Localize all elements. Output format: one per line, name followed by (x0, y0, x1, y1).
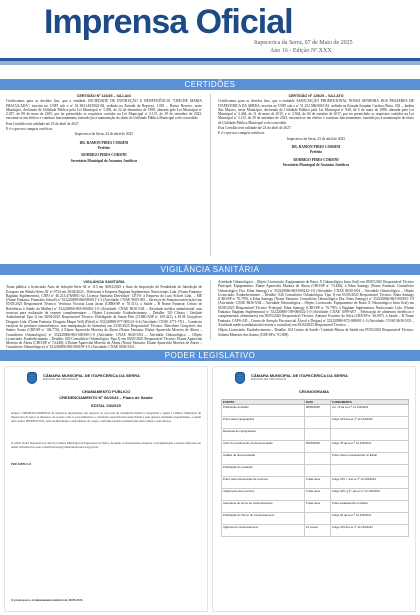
cronograma-col-data: DATA (304, 400, 330, 405)
table-row (222, 477, 409, 489)
table-row (222, 441, 409, 453)
cronograma-data-cell (304, 513, 330, 525)
masthead-title: Imprensa Oficial (44, 3, 293, 41)
certidao-124-sig2-role: Secretário Municipal de Assuntos Jurídicos (70, 158, 138, 163)
cronograma-evento-cell: Publicação do Termo de Credenciamento (222, 513, 305, 525)
cronograma-fundamento-cell: Prazo interno estabelecido no Edital (331, 453, 409, 465)
certidao-124-body: Certificamos para os devidos fins, que a entidade SOCIEDADE DE INSTRUÇÃO E BENEFICÊNCIA "CRECHE MARIA IMACULADA", inscrita no CNPJ sob o nº 61.384.149/0022-68, sediada na Estrada da Represa, 1.081 – Bairro Recreio, neste Município, declarada de Utilidade Pública pela Lei Municipal nº 1.058, de 22 de dezembro de 1998, alterada pela Lei Municipal nº 2.457, de 08 de maio de 2015, por ter preenchido os requisitos contidos na Lei Municipal nº 3.115, de 29 de setembro de 2023, encontra-se em efetivo e contínuo funcionamento fazendo jus à manutenção do título de Utilidade Pública Municipal a ela concedido. (6, 99, 202, 121)
certidao-124-validity: Esta Certidão terá validade até 23 de abril de 2027. (6, 121, 80, 126)
cronograma-data-cell (304, 453, 330, 465)
vigilancia-title: VIGILÂNCIA SANITÁRIA (83, 280, 125, 284)
document-subtitle: CREDENCIAMENTO Nº 06/2024 – Plano de Saúde (59, 395, 153, 400)
cronograma-data-cell: 09/05/2025 (304, 441, 330, 453)
cronograma-data-cell (304, 429, 330, 441)
cronograma-evento-cell: Publicação do Edital (222, 405, 305, 417)
certidao-125-sig1-role: Prefeito (309, 150, 323, 155)
masthead-subrule (0, 61, 420, 65)
cronograma-data-cell (304, 465, 330, 477)
vigilancia-right-column (218, 280, 414, 338)
vigilancia-right-tail: Objeto Licenciado: Estabelecimento – Detalhe: 104 Centro de Saúde / Unidade Básica de Saúde em 07/05/2025 Responsável Técnico: Sidneia Menezes dos Santos (CRF/SP nº 91.809). (218, 328, 414, 337)
cronograma-fundamento-cell (331, 429, 409, 441)
table-row (222, 465, 409, 477)
table-row (222, 489, 409, 501)
document-edital: EDITAL 03/2025 (91, 403, 121, 408)
certidao-125-place-date: Itapecerica da Serra, 23 de abril de 2025 (286, 136, 346, 141)
chamber-header: CÂMARA MUNICIPAL DE ITAPECERICA DA SERRA (43, 373, 140, 378)
cronograma-data-cell: 5 dias úteis (304, 501, 330, 513)
table-row (222, 417, 409, 429)
cronograma-evento-cell: Análise da documentação (222, 453, 305, 465)
certidao-125-body: Certificamos para os devidos fins, que a entidade ASSOCIAÇÃO PROMOCIONAL NOSSA SENHORA DOS PRAZERES DE ITAPECERICA DA SERRA, inscrita no CNPJ sob o nº 51.252.586/0001-82, sediada na Estrada Joaquim Cardoso Pinto, 502 – Jardim São Marcos, neste Município, declarada de Utilidade Pública pela Lei Municipal nº 940, de 5 de maio de 1980, alterada pela Lei Municipal nº 2.464, de 11 de maio de 2015, e nº 2.564, de 04 de outubro de 2017, por ter preenchido os requisitos contidos na Lei Municipal nº 3.115, de 29 de setembro de 2023, encontra-se em efetivo e contínuo funcionamento, fazendo jus à manutenção do título de Utilidade Pública Municipal a ela concedido. (218, 99, 414, 125)
certidao-125-closing: E é o que nos cumpria certificar. (218, 131, 265, 136)
document-title: CHAMAMENTO PÚBLICO (81, 389, 131, 394)
certidao-124-title: CERTIDÃO Nº 124/25 – SAJ-AIO (76, 94, 132, 98)
certidao-125-title: CERTIDÃO Nº 125/25 – SAJ-ATO (288, 94, 344, 98)
column-divider (210, 94, 211, 256)
cronograma-data-cell (304, 417, 330, 429)
cronograma-evento-cell: Início do recebimento da documentação (222, 441, 305, 453)
certidao-125-validity: Esta Certidão terá validade até 24 de abril de 2027. (218, 126, 292, 131)
certidao-124-place-date: Itapecerica da Serra, 24 de abril de 2025 (74, 132, 134, 137)
certidao-124-sig2-name: RODRIGO PIRES CORSINI (81, 153, 127, 158)
certidao-125 (218, 94, 414, 168)
chamber-header: CÂMARA MUNICIPAL DE ITAPECERICA DA SERRA (251, 373, 348, 378)
section-legislativo: PODER LEGISLATIVO (0, 350, 420, 361)
vigilancia-left-body: Torna pública o licenciado Auto de Infração-Série AI nº 113 em 30/04/2025 e Auto de Imposição de Penalidade de Interdição de Estoques em Rótulo-Série AT nº 0734 em 30/04/2025 – Referente à Empresa Bagham Suplementos Nutricionais Ltda. (Nome Fantasia: Bagham Suplementos), CNPJ nº 46.213.476/0001-62; Licença Sanitária Deferida/nº CEVS: à Empresa do Luto Schoel Ltda. – ME (Nome Fantasia: Funerária Schoel) nº 352220498-066-000011-1-2 (Atividade: CNAE 9603-305 – Serviços de Somatoconservação) em 05/05/2025 Responsável Técnico: Verônica Victoria Luna Jacan (CRBS/SP nº 70.313), a Saúde – B Nome Fantasia: Centro de Referência à Saúde da Mulher) nº 352220860-063-000032-1-0 (Atividade: CNAE 8630-5/04 – Atividade médica ambulatorial com recursos para realização de exames complementares – Objeto Licenciado: Estabelecimento – Detalhe: 110 Clínica / Unidade Ambulatorial Tipo I) em 30/04/2025 Responsável Técnico: Fidelágride de Souza Peto (CORE/ASP nº 109.421), à M M Gonçalves Drogaria Ltda. (Nome Fantasia: Drogaria Maqui Vell) (Filial) nº 352220888-077-000141-6-4 (Atividade: CNAE 4771-7/01 – Comércio varejista de produtos farmacêuticos, sem manipulação de fórmulas) em 23/05/2025 Responsável Técnico: Marcileno Gonçalves dos Santos Souza (CRF/SP nº 104.770), à Elaine Aparecida Moreira de Abreu (Nome Fantasia: Elaine Aparecida Moreira de Abreu – Consultório Odontológico) nº 352220806-863-000108-1-0 (Atividade: CNAE 8630-5/04 – Atividade Odontológica – Objeto Licenciado: Estabelecimento – Detalhe: 029 Consultório Odontológico Tipo I) em 05/05/2025 Responsável Técnico: Elaine Aparecida Moreira de Abreu (CRO/SP nº 74.448); à Elaine Aparecida Moreira de Abreu (Nome Fantasia: Elaine Aparecida Moreira de Abreu – Consultório Odontológico) nº 352220806-863-000109-1-0 (Atividade: CNAE 8630-5/04 – (6, 285, 202, 350)
cronograma-fundamento-cell: Artigo 94 da Lei nº 14.133/2021 (331, 513, 409, 525)
table-row (222, 513, 409, 525)
cronograma-fundamento-cell (331, 465, 409, 477)
cronograma-evento-cell: Julgamento dos recursos (222, 489, 305, 501)
cronograma-title: CRONOGRAMA (299, 389, 329, 394)
document-preambulo: PREÂMBULO (11, 462, 32, 466)
cronograma-fundamento-cell: Prazo estabelecido no Edital (331, 501, 409, 513)
cronograma-col-evento: EVENTO (222, 400, 305, 405)
document-body-1: Objeto: CREDENCIAMENTO de empresas interessadas em oferecer ao seu rede de assistência médica e hospitalar a quem a Câmara Municipal de Itapecerica da Serra se interessa, de acordo com os procedimentos e condições especificados neste Edital e seus anexos, mediante requerimento, o edital tem caráter INSTRUTIVO, sem exclusividade e sem número de vagas, conforme normas estabelecidas neste edital e seus anexos. (11, 411, 201, 423)
cronograma-evento-cell: Assinatura do termo de credenciamento (222, 501, 305, 513)
masthead (0, 0, 420, 62)
cronograma-fundamento-cell: Artigo 105 da Lei nº 14.133/2021 (331, 525, 409, 537)
cronograma-fundamento-cell: Artigo 165, I, da Lei nº 14.133/2021 (331, 477, 409, 489)
cronograma-col-fundamento: FUNDAMENTO (331, 400, 409, 405)
certidao-125-sig1-name: DR. RAMON PIRES CORSINI (291, 144, 341, 149)
cronograma-evento-cell: Publicação do resultado (222, 465, 305, 477)
certidao-125-sig2-role: Secretário Municipal de Assuntos Jurídicos (282, 162, 350, 167)
document-body-2: O edital ficará disponível no site da Câmara Municipal de Itapecerica da Serra, devendo os interessados observar a documentação e prazos indicados no edital. Informações pelo e-mail licitacao@camaraitapecerica.sp.gov.br. (11, 441, 201, 449)
column-divider (210, 280, 211, 340)
table-row (222, 429, 409, 441)
masthead-city-date: Itapecerica da Serra, 07 de Maio de 2025 (254, 40, 353, 46)
certidao-124 (6, 94, 202, 164)
cronograma-fundamento-cell: Artigo 165, § 2º, da Lei nº 14.133/2021 (331, 489, 409, 501)
cronograma-data-cell: 12 meses (304, 525, 330, 537)
cronograma-evento-cell: Prazo para impugnações (222, 417, 305, 429)
section-vigilancia: VIGILÂNCIA SANITÁRIA (0, 264, 420, 275)
cronograma-table (221, 399, 409, 537)
table-row (222, 453, 409, 465)
table-row (222, 405, 409, 417)
cronograma-data-cell: 08/05/2025 (304, 405, 330, 417)
cronograma-data-cell: 3 dias úteis (304, 477, 330, 489)
crest-icon (235, 372, 245, 384)
chamber-header-sub: ESTADO DE SÃO PAULO (43, 377, 79, 381)
cronograma-fundamento-cell: Artigo 78 da Lei nº 14.133/2021 (331, 441, 409, 453)
certidao-125-sig2-name: RODRIGO PIRES CORSINI (293, 157, 339, 162)
document-footer: O prazo para o credenciamento inicial é de 30/05/2025. (11, 598, 84, 602)
crest-icon (27, 372, 37, 384)
masthead-edition: Ano 16 - Edição Nº.XXX (270, 48, 332, 54)
cronograma-evento-cell: Resposta às impugnações (222, 429, 305, 441)
cronograma-document (212, 366, 416, 612)
certidao-124-sig1-name: DR. RAMON PIRES CORSINI (79, 140, 129, 145)
cronograma-evento-cell: Vigência do credenciamento (222, 525, 305, 537)
table-row (222, 525, 409, 537)
section-certidoes: CERTIDÕES (0, 79, 420, 90)
cronograma-fundamento-cell: Artigo 164 da Lei nº 14.133/2021 (331, 417, 409, 429)
cronograma-evento-cell: Prazo para interposição de recursos (222, 477, 305, 489)
vigilancia-right-body: Atividade Odontológica – Objeto Licenciado: Equipamento de Raios X Odontológico Intra Oral) em 05/05/2025 Responsável Técnico Principal: Equipamento: Elaine Aparecida Moreira de Abreu (CRO/SP nº 74.448); à Edna Samogy (Nome Fantasia: Consultório Odontológico Dra. Edna Samogy) nº 352220866-863-000142-1-0 (Atividade: CNAE 8630-5/04 – Atividade Odontológica – Objeto Licenciado: Estabelecimento – Detalhe: 026 Consultório Odontológico Tipo I) em 05/05/2025 Responsável Técnico: Edna Samogy (CRO/SP nº 76.799); à Edna Samogy (Nome Fantasia: Consultório Odontológico Dra. Edna Samogy) nº 352220866-863-000165-1-9 (Atividade: CNAE 8630-5/04 – Atividade Odontológica – Objeto Licenciado: Equipamento de Raios X Odontológico Intra Oral) em 05/05/2025 Responsável Técnico Principal: Edna Samogy (CRO/SP nº 76.799); à Bagham Suplementos Nutricionais Ltda. (Nome Fantasia: Bagham Suplementos) nº 352220880-109-000022-1-0 (Atividade: CNAE 1099-6/07 – Fabricação de alimentos dietéticos e complementos alimentares) em 05/05/2025 Responsável Técnico: Antonio Evaristo da Silva (CRF/SP nº 46.097), à Saúde – B Nome Fantasia: CAPS-AD – Centro de Atenção Psicossocial Álcool e Drogas) nº 352220980-872-000081-1-3 (Atividade: CNAE 8630-5/03 – Atividade médica ambulatorial restrita a consultas) em 30/04/2025 Responsável Técnico: ... (218, 280, 414, 327)
cronograma-data-cell: 3 dias úteis (304, 489, 330, 501)
certidao-124-closing: E é o que nos cumpria certificar. (6, 127, 53, 132)
vigilancia-left-column (6, 280, 202, 351)
chamamento-publico-document (4, 366, 208, 612)
table-row (222, 501, 409, 513)
cronograma-fundamento-cell: Art. 79 da Lei nº 14.133/2021 (331, 405, 409, 417)
chamber-header-sub: ESTADO DE SÃO PAULO (251, 377, 287, 381)
certidao-124-sig1-role: Prefeito (97, 145, 111, 150)
